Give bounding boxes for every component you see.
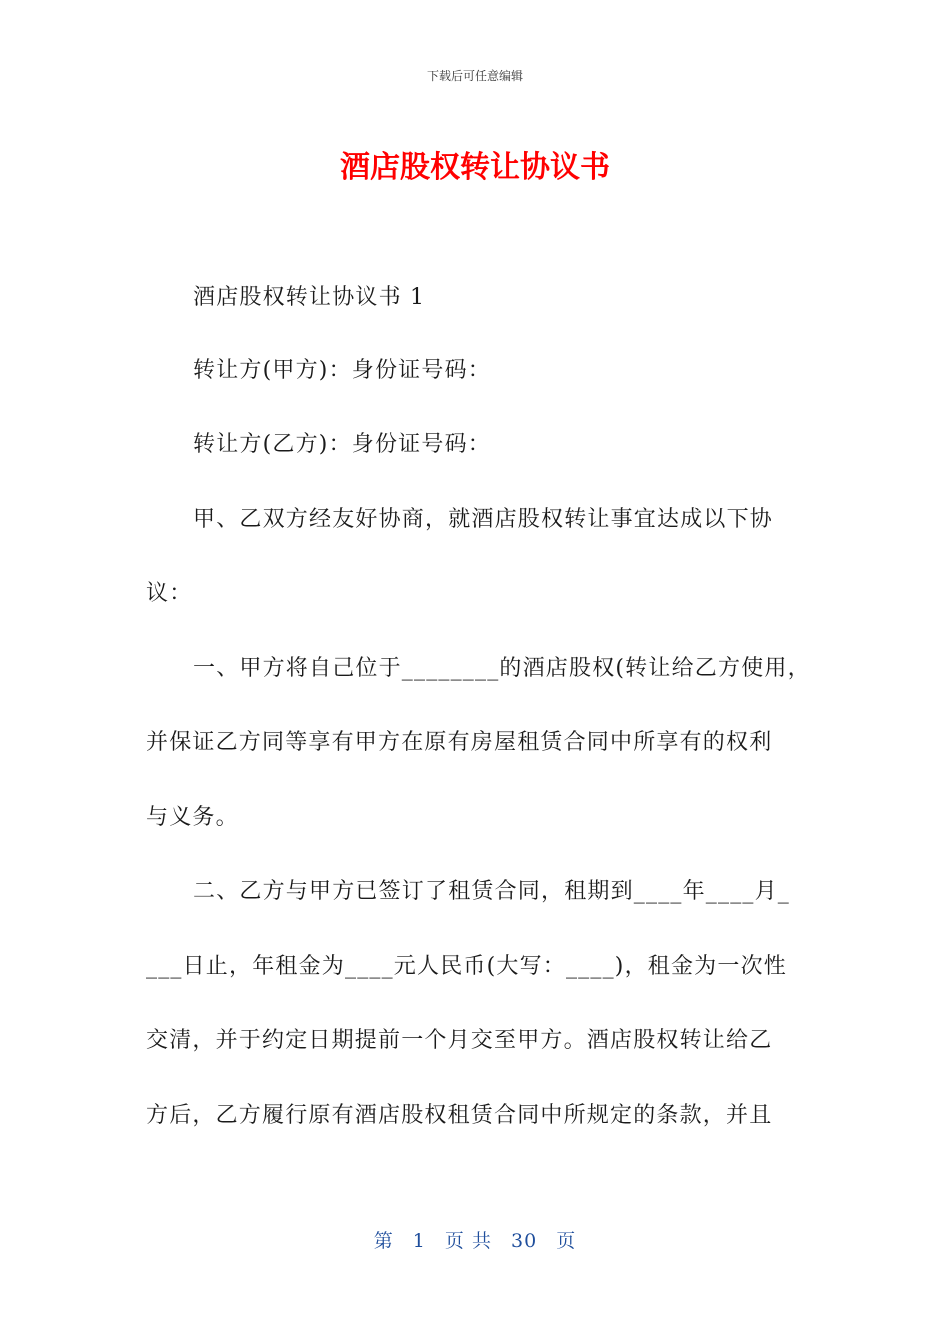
paragraph-line-clause-2-cont2: 交清，并于约定日期提前一个月交至甲方。酒店股权转让给乙 — [146, 1028, 773, 1053]
document-title: 酒店股权转让协议书 — [340, 150, 610, 185]
footer-current-page: 1 — [412, 1230, 426, 1252]
paragraph-line-clause-1: 一、甲方将自己位于________的酒店股权(转让给乙方使用， — [193, 656, 811, 681]
paragraph-line-party-b: 转让方(乙方)：身份证号码： — [193, 432, 491, 457]
page-footer — [0, 1226, 950, 1253]
paragraph-line-clause-2-cont3: 方后，乙方履行原有酒店股权租赁合同中所规定的条款，并且 — [146, 1103, 773, 1128]
paragraph-line-party-a: 转让方(甲方)：身份证号码： — [193, 358, 491, 383]
header-note: 下载后可任意编辑 — [426, 69, 523, 83]
paragraph-line-subtitle: 酒店股权转让协议书 1 — [193, 285, 426, 310]
paragraph-line-intro: 甲、乙双方经友好协商，就酒店股权转让事宜达成以下协 — [193, 507, 774, 532]
footer-suffix: 页 — [556, 1230, 577, 1252]
paragraph-line-clause-2: 二、乙方与甲方已签订了租赁合同，租期到____年____月_ — [193, 879, 791, 904]
footer-total-pages: 30 — [511, 1230, 538, 1252]
paragraph-line-clause-2-cont: ___日止，年租金为____元人民币(大写：____)，租金为一次性 — [146, 954, 787, 979]
footer-prefix: 第 — [373, 1230, 394, 1252]
paragraph-line-clause-1-cont: 并保证乙方同等享有甲方在原有房屋租赁合同中所享有的权利 — [146, 730, 773, 755]
footer-middle: 页 共 — [444, 1230, 492, 1252]
paragraph-line-intro-cont: 议： — [146, 581, 193, 606]
paragraph-line-clause-1-end: 与义务。 — [146, 805, 239, 830]
